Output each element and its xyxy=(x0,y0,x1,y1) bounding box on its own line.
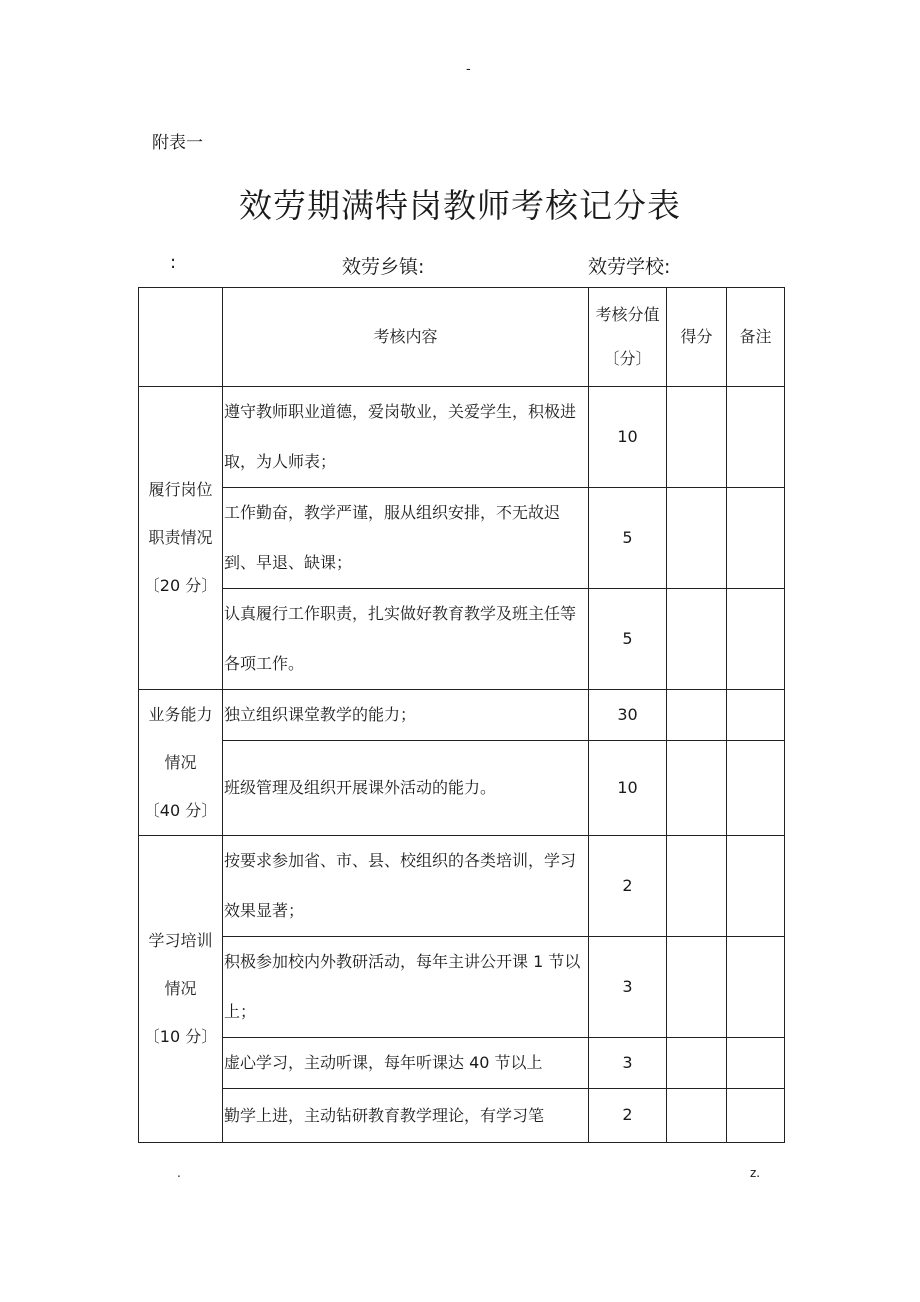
score-cell[interactable] xyxy=(667,1038,727,1089)
town-label: 效劳乡镇: xyxy=(342,256,425,278)
remarks-cell[interactable] xyxy=(727,1089,785,1143)
table-row xyxy=(139,937,785,1038)
header-max-score xyxy=(589,288,667,387)
table-row xyxy=(139,836,785,937)
remarks-cell[interactable] xyxy=(727,937,785,1038)
category-line: 业务能力 xyxy=(148,704,213,724)
school-label: 效劳学校: xyxy=(588,256,671,278)
header-content: 考核内容 xyxy=(223,288,589,387)
header-score: 得分 xyxy=(667,288,727,387)
value-cell: 5 xyxy=(589,488,667,589)
score-cell[interactable] xyxy=(667,1089,727,1143)
remarks-cell[interactable] xyxy=(727,836,785,937)
content-cell: 按要求参加省、市、县、校组织的各类培训，学习效果显著； xyxy=(223,836,589,937)
remarks-cell[interactable] xyxy=(727,387,785,488)
value-cell: 5 xyxy=(589,589,667,690)
remarks-cell[interactable] xyxy=(727,1038,785,1089)
header-category xyxy=(139,288,223,387)
content-cell: 虚心学习，主动听课，每年听课达 40 节以上 xyxy=(223,1038,589,1089)
value-cell: 10 xyxy=(589,741,667,836)
category-line: 学习培训 xyxy=(148,931,213,950)
score-cell[interactable] xyxy=(667,741,727,836)
value-cell: 2 xyxy=(589,836,667,937)
remarks-cell[interactable] xyxy=(727,589,785,690)
score-cell[interactable] xyxy=(667,690,727,741)
score-cell[interactable] xyxy=(667,488,727,589)
header-mark: - xyxy=(466,62,471,77)
content-cell: 班级管理及组织开展课外活动的能力。 xyxy=(223,741,589,836)
content-cell: 遵守教师职业道德，爱岗敬业，关爱学生，积极进取，为人师表； xyxy=(223,387,589,488)
footer-left-mark: . xyxy=(177,1166,181,1180)
table-header-row xyxy=(139,288,785,387)
category-line: 职责情况 xyxy=(148,528,213,547)
score-cell[interactable] xyxy=(667,387,727,488)
category-line: 情况 xyxy=(164,752,197,772)
score-cell[interactable] xyxy=(667,937,727,1038)
value-cell: 2 xyxy=(589,1089,667,1143)
category-cell xyxy=(139,836,223,1143)
content-cell: 认真履行工作职责，扎实做好教育教学及班主任等各项工作。 xyxy=(223,589,589,690)
table-row xyxy=(139,741,785,836)
value-cell: 3 xyxy=(589,1038,667,1089)
footer-right-mark: z. xyxy=(750,1166,761,1180)
remarks-cell[interactable] xyxy=(727,690,785,741)
header-remarks: 备注 xyxy=(727,288,785,387)
table-row xyxy=(139,1038,785,1089)
content-cell: 工作勤奋，教学严谨，服从组织安排，不无故迟到、早退、缺课； xyxy=(223,488,589,589)
remarks-cell[interactable] xyxy=(727,741,785,836)
category-cell xyxy=(139,387,223,690)
category-line: 〔10 分〕 xyxy=(143,1027,218,1046)
content-cell: 独立组织课堂教学的能力； xyxy=(223,690,589,741)
table-row xyxy=(139,387,785,488)
table-row xyxy=(139,690,785,741)
category-line: 〔20 分〕 xyxy=(143,576,218,595)
value-cell: 10 xyxy=(589,387,667,488)
value-cell: 30 xyxy=(589,690,667,741)
score-table xyxy=(138,287,785,1143)
header-max-score-line2: 〔分〕 xyxy=(603,349,652,368)
info-colon: : xyxy=(170,252,177,273)
table-row xyxy=(139,589,785,690)
value-cell: 3 xyxy=(589,937,667,1038)
remarks-cell[interactable] xyxy=(727,488,785,589)
score-cell[interactable] xyxy=(667,589,727,690)
header-max-score-line1: 考核分值 xyxy=(595,305,660,324)
table-row xyxy=(139,488,785,589)
category-cell xyxy=(139,690,223,836)
page-title: 效劳期满特岗教师考核记分表 xyxy=(239,186,681,225)
category-line: 情况 xyxy=(164,979,197,998)
category-line: 履行岗位 xyxy=(148,480,213,499)
annex-label: 附表一 xyxy=(152,133,203,153)
table-row xyxy=(139,1089,785,1143)
category-line: 〔40 分〕 xyxy=(143,800,218,820)
content-cell: 积极参加校内外教研活动，每年主讲公开课 1 节以上； xyxy=(223,937,589,1038)
score-cell[interactable] xyxy=(667,836,727,937)
content-cell: 勤学上进，主动钻研教育教学理论，有学习笔 xyxy=(223,1089,589,1143)
